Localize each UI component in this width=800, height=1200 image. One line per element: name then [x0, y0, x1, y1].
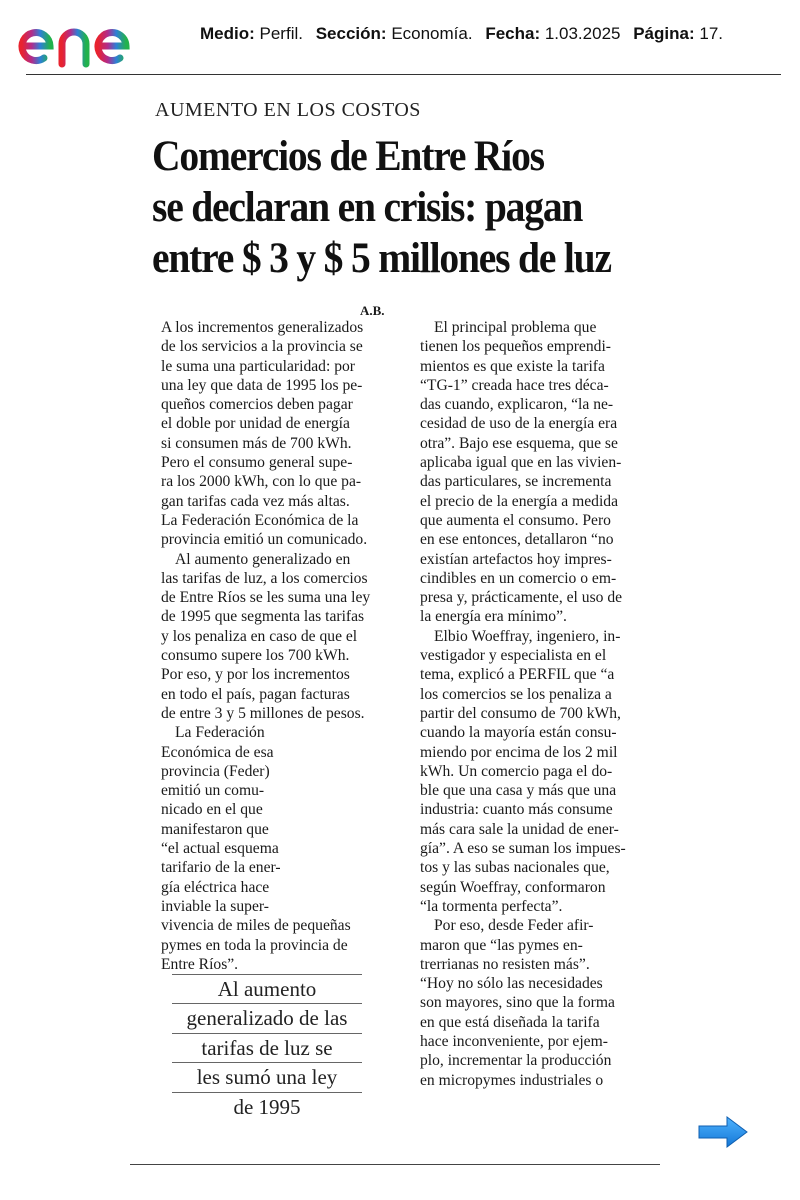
article-text-line: plo, incrementar la producción [420, 1052, 612, 1070]
article-text-line: “el actual esquema [161, 840, 279, 858]
article-text-line: Elbio Woeffray, ingeniero, in- [434, 627, 621, 645]
article-text-line: de 1995 que segmenta las tarifas [161, 608, 365, 626]
article-text-line: vestigador y especialista en el [420, 647, 607, 665]
medio-value: Perfil. [259, 24, 303, 43]
medio-label: Medio: [200, 24, 255, 43]
article-text-line: de Entre Ríos se les suma una ley [161, 589, 371, 607]
article-text-line: maron que “las pymes en- [420, 936, 583, 954]
article-text-line: A los incrementos generalizados [161, 319, 364, 336]
header-divider [26, 74, 781, 75]
header [0, 0, 800, 76]
article-text-line: “TG-1” creada hace tres déca- [420, 376, 609, 394]
article-text-line: vivencia de miles de pequeñas [161, 917, 351, 935]
footer-divider [130, 1164, 660, 1165]
pagina-label: Página: [633, 24, 695, 43]
arrow-right-icon[interactable] [697, 1115, 749, 1149]
article-text-line: el precio de la energía a medida [420, 492, 618, 510]
article-text-line: gía”. A eso se suman los impues- [420, 840, 626, 858]
article-text-line: trerrianas no resisten más”. [420, 955, 590, 973]
article-column-2 [420, 318, 626, 1090]
article-text-line: cuando la mayoría están consu- [420, 724, 617, 742]
pull-quote-line: les sumó una ley [172, 1063, 362, 1092]
article-text-line: Por eso, y por los incrementos [161, 666, 350, 684]
article-kicker: AUMENTO EN LOS COSTOS [155, 99, 421, 121]
article-text-line: miendo por encima de los 2 mil [420, 743, 618, 761]
enel-logo [14, 4, 174, 72]
article-text-line: tema, explicó a PERFIL que “a [420, 666, 615, 684]
article-text-line: si consumen más de 700 kWh. [161, 434, 352, 452]
article-text-line: manifestaron que [161, 820, 269, 838]
article-text-line: los comercios se los penaliza a [420, 685, 612, 703]
article-text-line: según Woeffray, conformaron [420, 878, 606, 896]
article-column-1 [161, 318, 370, 974]
article-text-line: provincia (Feder) [161, 762, 270, 780]
pull-quote [172, 974, 362, 1121]
article-text-line: El principal problema que [434, 319, 597, 336]
article-text-line: tos y las subas nacionales que, [420, 859, 610, 877]
article-text-line: La Federación Económica de la [161, 511, 359, 529]
article-text-line: ra los 2000 kWh, con lo que pa- [161, 473, 362, 491]
pull-quote-line: generalizado de las [172, 1004, 362, 1033]
article-text-line: ble que una casa y más que una [420, 782, 617, 800]
article-text-line: nicado en el que [161, 801, 263, 819]
article-text-line: presa y, prácticamente, el uso de [420, 589, 623, 607]
article-text-line: existían artefactos hoy impres- [420, 550, 612, 568]
article-text-line: “la tormenta perfecta”. [420, 897, 563, 915]
article-text-line: una ley que data de 1995 los pe- [161, 376, 363, 394]
headline-line: entre $ 3 y $ 5 millones de luz [152, 235, 611, 282]
article-text-line: en micropymes industriales o [420, 1071, 604, 1089]
article-text-line: tarifario de la ener- [161, 859, 281, 877]
article-text-line: y los penaliza en caso de que el [161, 627, 358, 645]
article-text-line: “Hoy no sólo las necesidades [420, 975, 603, 993]
article-text-line: en todo el país, pagan facturas [161, 685, 350, 703]
article-text-line: kWh. Un comercio paga el do- [420, 762, 613, 780]
article-text-line: queños comercios deben pagar [161, 396, 353, 414]
seccion-label: Sección: [315, 24, 387, 43]
article-text-line: consumo supere los 700 kWh. [161, 647, 350, 665]
article-text-line: de los servicios a la provincia se [161, 338, 363, 356]
pull-quote-line: tarifas de luz se [172, 1034, 362, 1063]
fecha-value: 1.03.2025 [544, 24, 621, 43]
pull-quote-line: Al aumento [172, 975, 362, 1004]
article-text-line: cindibles en un comercio o em- [420, 569, 617, 587]
article-text-line: la energía era mínimo”. [420, 608, 567, 626]
headline-line: se declaran en crisis: pagan [152, 184, 583, 231]
article-text-line: en ese entonces, detallaron “no [420, 531, 614, 549]
article-text-line: el doble por unidad de energía [161, 415, 350, 433]
article-text-line: pymes en toda la provincia de [161, 936, 348, 954]
article-text-line: aplicaba igual que en las vivien- [420, 454, 622, 472]
article-text-line: emitió un comu- [161, 782, 265, 800]
article-text-line: tienen los pequeños emprendi- [420, 338, 611, 356]
fecha-label: Fecha: [485, 24, 541, 43]
article-text-line: gan tarifas cada vez más altas. [161, 492, 350, 510]
article-text-line: das cuando, explicaron, “la ne- [420, 396, 614, 414]
article-text-line: Entre Ríos”. [161, 955, 239, 973]
article-text-line: las tarifas de luz, a los comercios [161, 569, 368, 587]
pagina-value: 17. [699, 24, 723, 43]
article-text-line: en que está diseñada la tarifa [420, 1013, 600, 1031]
article-text-line: hace inconveniente, por ejem- [420, 1032, 608, 1050]
article-text-line: le suma una particularidad: por [161, 357, 355, 375]
source-metadata [200, 24, 723, 44]
article-text-line: industria: cuanto más consume [420, 801, 613, 819]
article-text-line: Económica de esa [161, 743, 274, 761]
article-text-line: más cara sale la unidad de ener- [420, 820, 619, 838]
article-text-line: Al aumento generalizado en [175, 550, 351, 568]
pull-quote-line: de 1995 [233, 1094, 301, 1119]
article-text-line: que aumenta el consumo. Pero [420, 511, 611, 529]
article-text-line: mientos es que existe la tarifa [420, 357, 605, 375]
headline-line: Comercios de Entre Ríos [152, 133, 544, 180]
article-text-line: inviable la super- [161, 897, 269, 915]
article-text-line: La Federación [175, 724, 265, 742]
article-text-line: cesidad de uso de la energía era [420, 415, 618, 433]
article-text-line: partir del consumo de 700 kWh, [420, 704, 621, 722]
article-text-line: Pero el consumo general supe- [161, 454, 353, 472]
article-text-line: provincia emitió un comunicado. [161, 531, 368, 549]
article-text-line: son mayores, sino que la forma [420, 994, 615, 1012]
article-text-line: otra”. Bajo ese esquema, que se [420, 434, 618, 452]
article-text-line: de entre 3 y 5 millones de pesos. [161, 704, 365, 722]
article-text-line: das particulares, se incrementa [420, 473, 612, 491]
article-text-line: Por eso, desde Feder afir- [434, 917, 594, 935]
article-headline [152, 131, 630, 284]
byline: A.B. [360, 303, 385, 318]
seccion-value: Economía. [391, 24, 473, 43]
article-text-line: gía eléctrica hace [161, 878, 270, 896]
